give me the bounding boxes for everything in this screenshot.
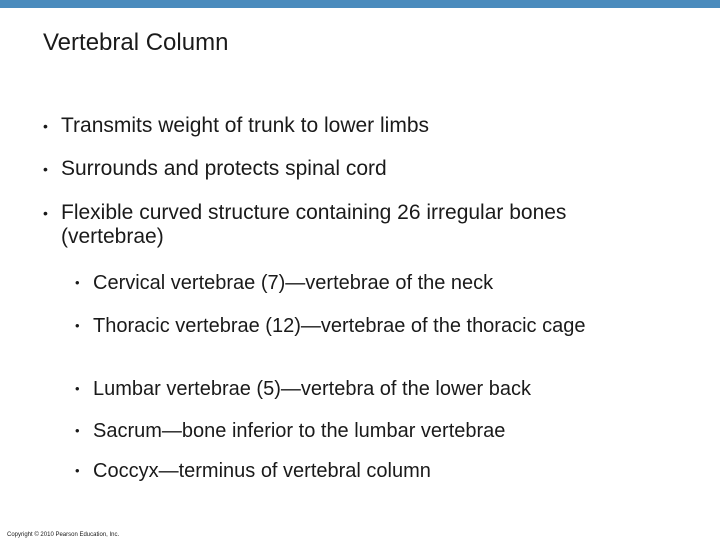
bullet-flexible-structure xyxy=(43,201,643,249)
sub-bullet-dot: • xyxy=(75,275,80,290)
sub-bullet-dot: • xyxy=(75,423,80,438)
bullet-dot: • xyxy=(43,161,48,177)
bullet-text: Surrounds and protects spinal cord xyxy=(61,157,387,180)
bullet-spinal-cord-protection xyxy=(43,157,683,181)
sub-bullet-text: Sacrum—bone inferior to the lumbar vertebrae xyxy=(93,420,506,442)
sub-bullet-dot: • xyxy=(75,463,80,478)
sub-bullet-dot: • xyxy=(75,318,80,333)
slide-title: Vertebral Column xyxy=(43,29,229,56)
copyright-footer: Copyright © 2010 Pearson Education, Inc. xyxy=(7,532,120,538)
sub-bullet-dot: • xyxy=(75,381,80,396)
bullet-dot: • xyxy=(43,118,48,134)
sub-bullet-coccyx xyxy=(75,460,695,482)
bullet-text: Transmits weight of trunk to lower limbs xyxy=(61,114,430,137)
bullet-weight-transmission xyxy=(43,114,683,138)
sub-bullet-text: Coccyx—terminus of vertebral column xyxy=(93,460,431,482)
bullet-dot: • xyxy=(43,205,48,221)
sub-bullet-text: Lumbar vertebrae (5)—vertebra of the lower back xyxy=(93,378,531,400)
sub-bullet-thoracic xyxy=(75,315,655,337)
sub-bullet-text: Thoracic vertebrae (12)—vertebrae of the thoracic cage xyxy=(93,315,586,337)
sub-bullet-cervical xyxy=(75,272,695,294)
bullet-text: Flexible curved structure containing 26 irregular bones (vertebrae) xyxy=(61,201,567,248)
sub-bullet-sacrum xyxy=(75,420,695,442)
sub-bullet-text: Cervical vertebrae (7)—vertebrae of the neck xyxy=(93,272,494,294)
sub-bullet-lumbar xyxy=(75,378,695,400)
